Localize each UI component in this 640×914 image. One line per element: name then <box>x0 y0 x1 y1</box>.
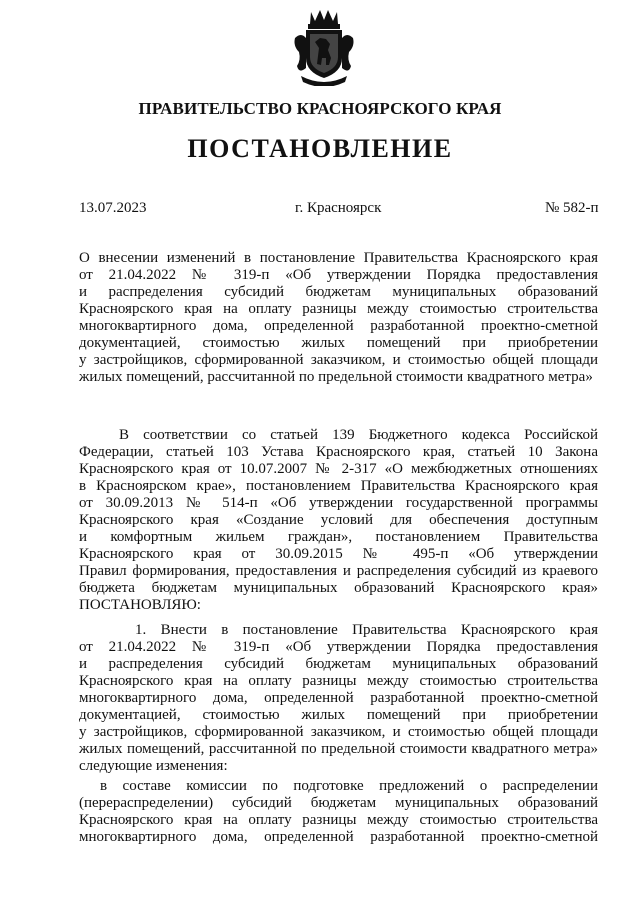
organization-name: ПРАВИТЕЛЬСТВО КРАСНОЯРСКОГО КРАЯ <box>138 99 502 118</box>
preamble-line: Правил формирования, предоставления и распределения субсидий из краевого <box>79 563 598 579</box>
item-1-line: документацией, стоимостью жилых помещений при приобретении <box>79 707 598 723</box>
title-line: документацией, стоимостью жилых помещений при приобретении <box>79 335 598 351</box>
item-1-line: у застройщиков, сформированной заказчиком, и стоимостью общей площади <box>79 724 598 740</box>
preamble-line: в Красноярском крае», постановлением Правительства Красноярского края <box>79 478 598 494</box>
title-line: от 21.04.2022 № 319-п «Об утверждении Порядка предоставления <box>79 267 598 283</box>
change-line: Красноярского края на оплату разницы между стоимостью строительства <box>79 812 598 828</box>
change-line: (перераспределении) субсидий бюджетам муниципальных образований <box>79 795 598 811</box>
document-type: ПОСТАНОВЛЕНИЕ <box>187 134 453 163</box>
item-1-line: и распределения субсидий бюджетам муниципальных образований <box>79 656 598 672</box>
change-line: многоквартирного дома, определенной разработанной проектно-сметной <box>79 829 598 845</box>
title-line: О внесении изменений в постановление Правительства Красноярского края <box>79 250 598 266</box>
preamble-line: и комфортным жильем граждан», постановлением Правительства <box>79 529 598 545</box>
title-line: Красноярского края на оплату разницы между стоимостью строительства <box>79 301 598 317</box>
preamble-line: бюджета бюджетам муниципальных образований Красноярского края» <box>79 580 598 596</box>
item-1-line: многоквартирного дома, определенной разработанной проектно-сметной <box>79 690 598 706</box>
preamble-line: от 30.09.2013 № 514-п «Об утверждении государственной программы <box>79 495 598 511</box>
title-line: жилых помещений, рассчитанной по предельной стоимости квадратного метра» <box>79 369 593 385</box>
change-paragraph <box>79 778 598 846</box>
item-1-line: 1. Внести в постановление Правительства Красноярского края <box>135 622 598 638</box>
preamble-line: Красноярского края «Создание условий для обеспечения доступным <box>79 512 598 528</box>
item-1-paragraph <box>79 622 598 775</box>
item-1-line: жилых помещений, рассчитанной по предельной стоимости квадратного метра» <box>79 741 598 757</box>
title-line: у застройщиков, сформированной заказчиком, и стоимостью общей площади <box>79 352 598 368</box>
preamble-line: Федерации, статьей 103 Устава Красноярского края, статьей 10 Закона <box>79 444 598 460</box>
preamble-line: Красноярского края от 10.07.2007 № 2-317 «О межбюджетных отношениях <box>79 461 598 477</box>
resolution-word: ПОСТАНОВЛЯЮ: <box>79 597 201 613</box>
preamble-line: В соответствии со статьей 139 Бюджетного кодекса Российской <box>119 427 598 443</box>
change-line: в составе комиссии по подготовке предложений о распределении <box>100 778 598 794</box>
item-1-line: следующие изменения: <box>79 758 228 774</box>
item-1-line: от 21.04.2022 № 319-п «Об утверждении Порядка предоставления <box>79 639 598 655</box>
document-title <box>79 250 598 386</box>
item-1-line: Красноярского края на оплату разницы между стоимостью строительства <box>79 673 598 689</box>
preamble-paragraph <box>79 427 598 614</box>
document-city: г. Красноярск <box>295 200 382 216</box>
document-number: № 582-п <box>545 200 599 216</box>
title-line: и распределения субсидий бюджетам муниципальных образований <box>79 284 598 300</box>
krasnoyarsk-coat-of-arms-icon <box>293 8 355 86</box>
title-line: многоквартирного дома, определенной разработанной проектно-сметной <box>79 318 598 334</box>
preamble-line: Красноярского края от 30.09.2015 № 495-п «Об утверждении <box>79 546 598 562</box>
document-date: 13.07.2023 <box>79 200 147 216</box>
